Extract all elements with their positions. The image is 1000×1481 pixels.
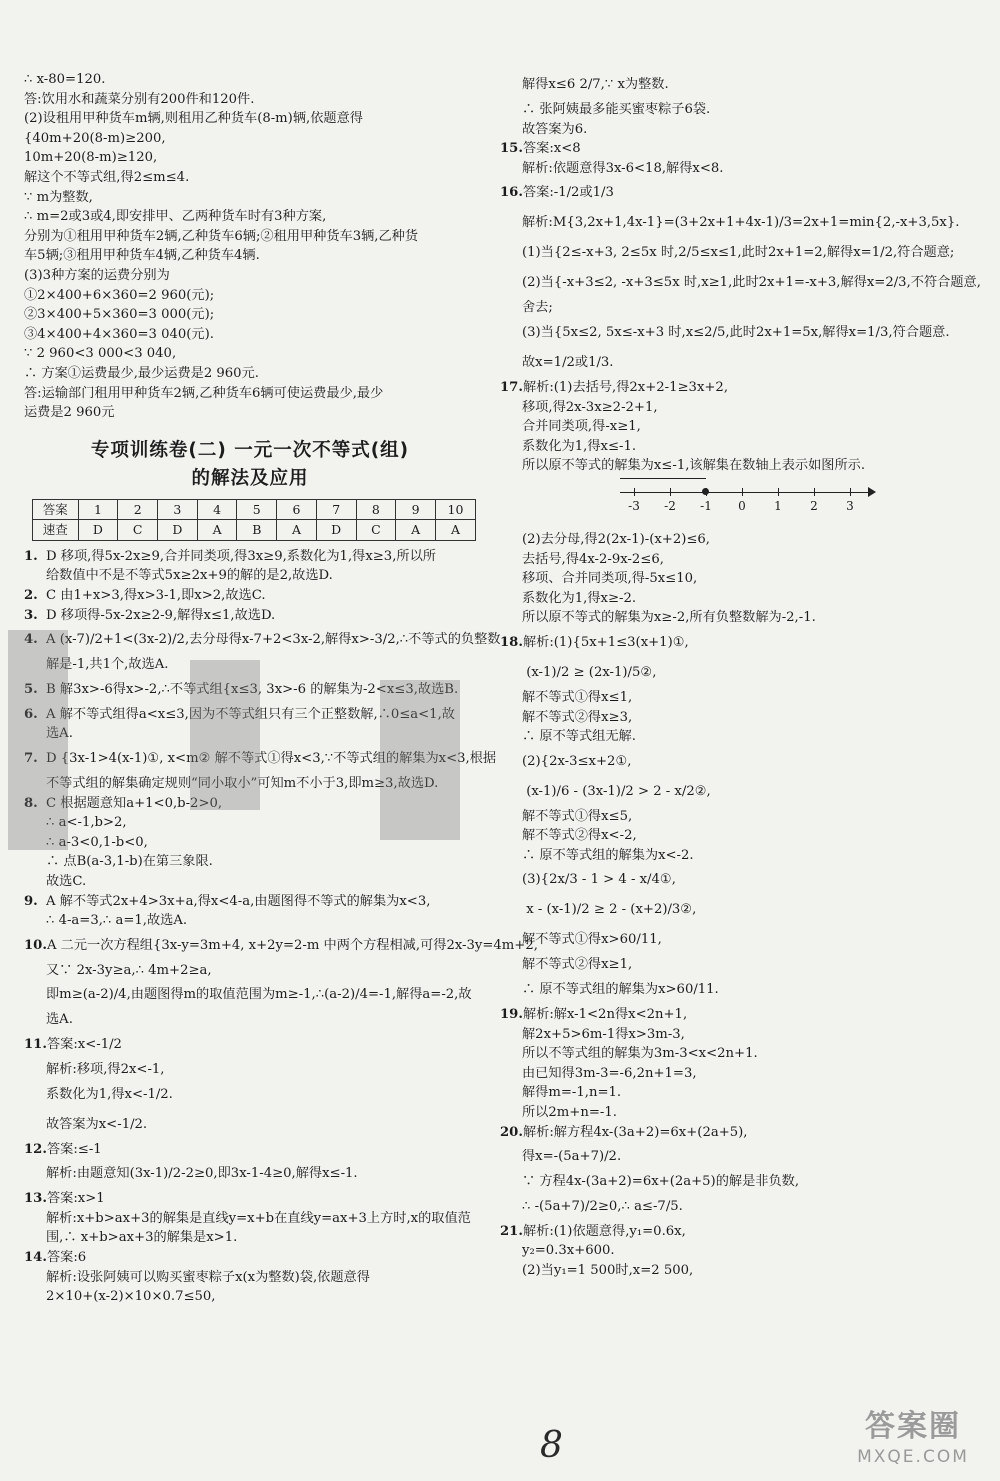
solution-line bbox=[500, 925, 970, 955]
solution-line bbox=[500, 688, 970, 708]
answer-table-answer: C bbox=[356, 520, 396, 541]
number-line-tick bbox=[814, 488, 815, 496]
solution-line bbox=[500, 139, 970, 159]
answer-table-answer: A bbox=[396, 520, 436, 541]
solution-line bbox=[500, 975, 970, 1005]
item-text: ∴ 原不等式组的解集为x>60/11. bbox=[522, 982, 719, 998]
solution-line bbox=[500, 100, 970, 120]
item-text: (2){2x-3≤x+2①, bbox=[522, 753, 632, 769]
item-text: 系数化为1,得x<-1/2. bbox=[46, 1086, 173, 1102]
item-text: ∴ 原不等式组无解. bbox=[522, 729, 636, 745]
item-text: 解不等式①得x≤1, bbox=[522, 689, 633, 705]
solution-line bbox=[24, 852, 476, 872]
item-text: 2×10+(x-2)×10×0.7≤50, bbox=[46, 1289, 216, 1305]
item-text: 解析:(1){5x+1≤3(x+1)①, bbox=[522, 634, 689, 650]
solution-line: (2)设租用甲种货车m辆,则租用乙种货车(8-m)辆,依题意得 bbox=[24, 111, 363, 127]
solution-line: ③4×400+4×360=3 040(元). bbox=[24, 326, 214, 342]
item-text: A 解不等式2x+4>3x+a,得x<4-a,由题图得不等式的解集为x<3, bbox=[46, 893, 431, 909]
item-text: 选A. bbox=[46, 1012, 73, 1028]
item-number: 1. bbox=[24, 548, 38, 564]
solution-line bbox=[24, 794, 476, 814]
item-text: 即m≥(a-2)/4,由题图得m的取值范围为m≥-1,∴(a-2)/4=-1,解得a=-2,故 bbox=[46, 987, 472, 1003]
answer-table-number: 4 bbox=[197, 499, 237, 520]
item-text: 合并同类项,得-x≥1, bbox=[522, 419, 641, 435]
watermark-line2: MXQE.COM bbox=[857, 1447, 969, 1467]
item-text: 答案:x<8 bbox=[522, 141, 581, 157]
item-text: (x-1)/2 ≥ (2x-1)/5②, bbox=[522, 664, 657, 680]
solution-line bbox=[24, 1268, 476, 1288]
section-title bbox=[24, 437, 476, 493]
item-text: 得x=-(5a+7)/2. bbox=[522, 1149, 622, 1165]
solution-line bbox=[500, 628, 970, 658]
answer-table-number: 8 bbox=[356, 499, 396, 520]
solution-line: 10m+20(8-m)≥120, bbox=[24, 150, 158, 166]
item-text: D 移项得-5x-2x≥2-9,解得x≤1,故选D. bbox=[46, 607, 276, 623]
solution-line bbox=[500, 846, 970, 866]
item-text: 所以2m+n=-1. bbox=[522, 1105, 617, 1121]
number-line-label: 2 bbox=[810, 498, 818, 513]
solution-line: ①2×400+6×360=2 960(元); bbox=[24, 287, 215, 303]
solution-line bbox=[24, 1030, 476, 1060]
item-number: 18. bbox=[500, 634, 523, 650]
solution-line bbox=[500, 159, 970, 179]
solution-line bbox=[500, 658, 970, 688]
answer-table-answer: A bbox=[435, 520, 475, 541]
solution-line bbox=[24, 892, 476, 912]
item-text: 答案:x<-1/2 bbox=[46, 1036, 122, 1052]
item-number: 17. bbox=[500, 379, 523, 395]
solution-line bbox=[500, 1044, 970, 1064]
solution-line bbox=[500, 1261, 970, 1281]
item-text: 系数化为1,得x≥-2. bbox=[522, 590, 637, 606]
solution-line bbox=[500, 417, 970, 437]
solution-line bbox=[500, 589, 970, 609]
item-text: 解析:(1)去括号,得2x+2-1≥3x+2, bbox=[522, 379, 729, 395]
solution-line bbox=[500, 1123, 970, 1143]
solution-line: ∴ 方案①运费最少,最少运费是2 960元. bbox=[24, 365, 259, 381]
solution-line: ∴ x-80=120. bbox=[24, 72, 106, 87]
item-text: 解不等式②得x≥3, bbox=[522, 709, 633, 725]
item-number: 9. bbox=[24, 893, 38, 909]
item-text: D {3x-1>4(x-1)①, x<m② 解不等式①得x<3,∵不等式组的解集为x<3,根据 bbox=[46, 751, 497, 767]
solution-line bbox=[500, 777, 970, 807]
answer-table-number: 10 bbox=[435, 499, 475, 520]
item-text: y₂=0.3x+600. bbox=[522, 1243, 615, 1259]
solution-line: (3)3种方案的运费分别为 bbox=[24, 267, 170, 283]
item-text: 解得m=-1,n=1. bbox=[522, 1085, 622, 1101]
solution-line bbox=[24, 931, 538, 961]
solution-line bbox=[500, 268, 981, 298]
solution-line bbox=[500, 298, 970, 318]
item-text: A (x-7)/2+1<(3x-2)/2,去分母得x-7+2<3x-2,解得x>-3/2,∴不等式的负整数 bbox=[46, 632, 501, 648]
solution-line bbox=[500, 1142, 970, 1172]
solution-line bbox=[500, 550, 970, 570]
solution-line bbox=[500, 456, 970, 476]
item-text: 舍去; bbox=[522, 300, 553, 316]
item-text: 解析:x+b>ax+3的解集是直线y=x+b在直线y=ax+3上方时,x的取值范 bbox=[46, 1210, 471, 1226]
solution-line: 运费是2 960元 bbox=[24, 405, 115, 421]
item-text: ∴ 4-a=3,∴ a=1,故选A. bbox=[46, 913, 188, 929]
item-text: ∴ a<-1,b>2, bbox=[46, 815, 127, 831]
answer-table-number: 5 bbox=[237, 499, 277, 520]
solution-line bbox=[500, 348, 970, 378]
item-text: (3){2x/3 - 1 > 4 - x/4①, bbox=[522, 872, 676, 888]
solution-line bbox=[500, 70, 970, 100]
answer-table-answer: A bbox=[197, 520, 237, 541]
item-text: 解2x+5>6m-1得x>3m-3, bbox=[522, 1026, 685, 1042]
solution-line bbox=[500, 238, 970, 268]
item-number: 14. bbox=[24, 1249, 47, 1265]
item-number: 12. bbox=[24, 1141, 47, 1157]
solution-line bbox=[500, 955, 970, 975]
page-number: 8 bbox=[540, 1425, 563, 1466]
item-number: 20. bbox=[500, 1124, 523, 1140]
section-title-line1: 专项训练卷(二) 一元一次不等式(组) bbox=[90, 439, 410, 461]
number-line-label: -1 bbox=[700, 498, 712, 513]
solution-line bbox=[24, 911, 476, 931]
answer-table-number: 9 bbox=[396, 499, 436, 520]
solution-line bbox=[500, 208, 970, 238]
item-text: (2)去分母,得2(2x-1)-(x+2)≤6, bbox=[522, 531, 710, 547]
item-number: 16. bbox=[500, 185, 523, 201]
solution-line bbox=[24, 1080, 476, 1110]
solution-line bbox=[500, 569, 970, 589]
item-text: 系数化为1,得x≤-1. bbox=[522, 438, 637, 454]
solution-line bbox=[500, 608, 970, 628]
item-text: C 由1+x>3,得x>3-1,即x>2,故选C. bbox=[46, 588, 266, 604]
item-text: x - (x-1)/2 ≥ 2 - (x+2)/3②, bbox=[522, 902, 697, 918]
solution-line bbox=[24, 675, 476, 705]
watermark-logo bbox=[838, 1408, 988, 1474]
item-text: 解析:解方程4x-(3a+2)=6x+(2a+5), bbox=[522, 1124, 748, 1140]
item-text: C 根据题意知a+1<0,b-2>0, bbox=[46, 795, 223, 811]
item-number: 5. bbox=[24, 681, 38, 697]
item-number: 19. bbox=[500, 1007, 523, 1023]
solution-line bbox=[500, 1064, 970, 1084]
solution-line bbox=[24, 833, 476, 853]
item-text: 解析:移项,得2x<-1, bbox=[46, 1061, 165, 1077]
answer-table-number: 3 bbox=[158, 499, 198, 520]
item-text: ∴ -(5a+7)/2≥0,∴ a≤-7/5. bbox=[522, 1198, 683, 1214]
solution-line bbox=[500, 727, 970, 747]
solution-line bbox=[500, 1103, 970, 1123]
item-text: ∴ a-3<0,1-b<0, bbox=[46, 834, 148, 850]
item-text: 解析:由题意知(3x-1)/2-2≥0,即3x-1-4≥0,解得x≤-1. bbox=[46, 1166, 358, 1182]
solution-line: ∵ 2 960<3 000<3 040, bbox=[24, 346, 177, 362]
number-line-figure bbox=[620, 480, 880, 524]
item-number: 3. bbox=[24, 607, 38, 623]
item-text: (1)当{2≤-x+3, 2≤5x 时,2/5≤x≤1,此时2x+1=2,解得x=1/2,符合题意; bbox=[522, 245, 955, 261]
solution-line bbox=[500, 1083, 970, 1103]
solution-line bbox=[24, 586, 476, 606]
item-number: 4. bbox=[24, 632, 38, 648]
solution-line bbox=[24, 625, 501, 655]
answer-table-answer: B bbox=[237, 520, 277, 541]
solution-line bbox=[24, 606, 476, 626]
solution-line bbox=[24, 744, 497, 774]
solution-line bbox=[24, 813, 476, 833]
item-text: 解不等式①得x≤5, bbox=[522, 808, 633, 824]
solution-line bbox=[24, 1159, 476, 1189]
item-text: (x-1)/6 - (3x-1)/2 > 2 - x/2②, bbox=[522, 783, 711, 799]
solution-line bbox=[500, 807, 970, 827]
solution-line bbox=[500, 437, 970, 457]
solution-line bbox=[500, 865, 970, 895]
item-text: (2)当{-x+3≤2, -x+3≤5x 时,x≥1,此时2x+1=-x+3,解得x=2/3,不符合题意, bbox=[522, 275, 981, 291]
solution-line bbox=[500, 1172, 970, 1192]
item-number: 6. bbox=[24, 706, 38, 722]
item-text: 去括号,得4x-2-9x-2≤6, bbox=[522, 551, 664, 567]
answer-table-row2-label: 速查 bbox=[33, 520, 79, 541]
solution-line bbox=[24, 961, 476, 981]
item-text: 答案:x>1 bbox=[46, 1191, 105, 1207]
solution-line bbox=[24, 1110, 476, 1140]
item-text: 给数值中不是不等式5x≥2x+9的解的是2,故选D. bbox=[46, 568, 333, 584]
answer-table-number: 2 bbox=[118, 499, 158, 520]
number-line-label: -3 bbox=[628, 498, 640, 513]
item-number: 7. bbox=[24, 751, 38, 767]
answer-table-answer: C bbox=[118, 520, 158, 541]
answer-table-answer: D bbox=[316, 520, 356, 541]
item-text: 答案:-1/2或1/3 bbox=[522, 185, 614, 201]
item-number: 21. bbox=[500, 1223, 523, 1239]
solution-line bbox=[500, 120, 970, 140]
solution-items-right bbox=[500, 70, 981, 476]
solution-line bbox=[24, 1140, 476, 1160]
item-text: ∵ 方程4x-(3a+2)=6x+(2a+5)的解是非负数, bbox=[522, 1174, 800, 1190]
item-text: 解得x≤6 2/7,∵ x为整数. bbox=[522, 77, 669, 92]
previous-solution-lines bbox=[24, 70, 476, 423]
solution-line bbox=[500, 398, 970, 418]
answer-quick-table bbox=[32, 499, 476, 541]
watermark-line1: 答案圈 bbox=[865, 1409, 961, 1444]
item-text: 解不等式①得x>60/11, bbox=[522, 932, 662, 948]
solution-line: 答:饮用水和蔬菜分别有200件和120件. bbox=[24, 91, 255, 107]
number-line-label: -2 bbox=[664, 498, 676, 513]
item-text: (3)当{5x≤2, 5x≤-x+3 时,x≤2/5,此时2x+1=5x,解得x=1/3,符合题意. bbox=[522, 324, 950, 340]
solution-line bbox=[24, 724, 476, 744]
solution-line: ∵ m为整数, bbox=[24, 189, 93, 205]
solution-line bbox=[24, 1060, 476, 1080]
item-text: 又∵ 2x-3y≥a,∴ 4m+2≥a, bbox=[46, 962, 212, 978]
solution-line bbox=[24, 872, 476, 892]
section-title-line2: 的解法及应用 bbox=[191, 467, 309, 489]
item-text: (2)当y₁=1 500时,x=2 500, bbox=[522, 1263, 694, 1278]
item-number: 2. bbox=[24, 588, 38, 604]
item-text: A 解不等式组得a<x≤3,因为不等式组只有三个正整数解,∴0≤a<1,故 bbox=[46, 706, 455, 722]
item-number: 11. bbox=[24, 1036, 47, 1052]
item-text: 故答案为x<-1/2. bbox=[46, 1116, 148, 1132]
solution-line bbox=[24, 547, 476, 567]
item-text: 所以不等式组的解集为3m-3<x<2n+1. bbox=[522, 1046, 758, 1062]
solution-line bbox=[24, 1248, 476, 1268]
item-number: 8. bbox=[24, 795, 38, 811]
item-text: 解析:设张阿姨可以购买蜜枣粽子x(x为整数)袋,依题意得 bbox=[46, 1269, 370, 1285]
item-text: 所以原不等式的解集为x≥-2,所有负整数解为-2,-1. bbox=[522, 610, 816, 626]
item-text: 故x=1/2或1/3. bbox=[522, 354, 614, 370]
item-text: D 移项,得5x-2x≥9,合并同类项,得3x≥9,系数化为1,得x≥3,所以所 bbox=[46, 548, 436, 564]
item-text: 解不等式②得x<-2, bbox=[522, 828, 637, 844]
item-text: 选A. bbox=[46, 726, 73, 742]
number-line-label: 0 bbox=[738, 498, 746, 513]
item-text: 移项,得2x-3x≥2-2+1, bbox=[522, 399, 658, 415]
solution-line bbox=[500, 378, 970, 398]
solution-line: ②3×400+5×360=3 000(元); bbox=[24, 307, 215, 323]
number-line-label: 3 bbox=[846, 498, 854, 513]
item-text: 移项、合并同类项,得-5x≤10, bbox=[522, 571, 698, 587]
item-text: ∴ 原不等式组的解集为x<-2. bbox=[522, 847, 694, 863]
solution-line: ∴ m=2或3或4,即安排甲、乙两种货车时有3种方案, bbox=[24, 209, 327, 225]
solution-line bbox=[24, 980, 476, 1010]
solution-line bbox=[500, 530, 970, 550]
item-number: 13. bbox=[24, 1191, 47, 1207]
item-text: 不等式组的解集确定规则“同小取小”可知m不小于3,即m≥3,故选D. bbox=[46, 776, 439, 792]
solution-line bbox=[24, 1189, 476, 1209]
solution-line bbox=[500, 708, 970, 728]
item-text: 解不等式②得x≥1, bbox=[522, 957, 633, 973]
item-number: 15. bbox=[500, 141, 523, 157]
solution-items-right-2 bbox=[500, 530, 970, 1281]
item-text: 答案:≤-1 bbox=[46, 1141, 102, 1157]
item-text: 故选C. bbox=[46, 874, 87, 889]
solution-line bbox=[500, 895, 970, 925]
solution-line bbox=[24, 1010, 476, 1030]
solution-line bbox=[500, 1005, 970, 1025]
item-text: 解析:M{3,2x+1,4x-1}=(3+2x+1+4x-1)/3=2x+1=min{2,-x+3,5x}. bbox=[522, 215, 960, 231]
solution-line bbox=[24, 774, 476, 794]
number-line-tick bbox=[850, 488, 851, 496]
item-text: 解析:解x-1<2n得x<2n+1, bbox=[522, 1007, 688, 1023]
item-text: 解析:依题意得3x-6<18,解得x<8. bbox=[522, 160, 724, 176]
item-text: A 二元一次方程组{3x-y=3m+4, x+2y=2-m 中两个方程相减,可得2x-3y=4m+2, bbox=[46, 937, 538, 953]
answer-table-number: 7 bbox=[316, 499, 356, 520]
solution-line: 答:运输部门租用甲种货车2辆,乙种货车6辆可使运费最少,最少 bbox=[24, 385, 384, 401]
item-text: ∴ 点B(a-3,1-b)在第三象限. bbox=[46, 854, 213, 870]
solution-line bbox=[500, 1192, 970, 1222]
solution-line bbox=[24, 1287, 476, 1307]
item-text: 故答案为6. bbox=[522, 121, 588, 137]
solution-line bbox=[500, 318, 970, 348]
solution-line bbox=[24, 655, 476, 675]
right-column bbox=[500, 70, 981, 1281]
solution-line bbox=[24, 1209, 476, 1229]
item-text: B 解3x>-6得x>-2,∴不等式组{x≤3, 3x>-6 的解集为-2<x≤3,故选B. bbox=[46, 681, 459, 697]
number-line-tick bbox=[778, 488, 779, 496]
item-text: 由已知得3m-3=-6,2n+1=3, bbox=[522, 1065, 697, 1081]
answer-table-number: 1 bbox=[78, 499, 118, 520]
answer-table-answer: D bbox=[158, 520, 198, 541]
item-text: 围,∴ x+b>ax+3的解集是x>1. bbox=[46, 1230, 238, 1246]
solution-line: 解这个不等式组,得2≤m≤4. bbox=[24, 169, 190, 185]
number-line-arrow bbox=[868, 487, 876, 497]
solution-line bbox=[24, 1228, 476, 1248]
item-number: 10. bbox=[24, 937, 47, 953]
number-line-label: 1 bbox=[774, 498, 782, 513]
item-text: 答案:6 bbox=[46, 1249, 87, 1265]
number-line-solution-ray bbox=[620, 478, 706, 493]
solution-line bbox=[24, 566, 476, 586]
answer-table-number: 6 bbox=[277, 499, 317, 520]
solution-line bbox=[500, 1222, 970, 1242]
answer-table-answer: A bbox=[277, 520, 317, 541]
solution-line bbox=[500, 1025, 970, 1045]
item-text: 解是-1,共1个,故选A. bbox=[46, 657, 169, 673]
solution-line bbox=[500, 826, 970, 846]
solution-line: 分别为①租用甲种货车2辆,乙种货车6辆;②租用甲种货车3辆,乙种货 bbox=[24, 228, 419, 244]
solution-line bbox=[500, 178, 970, 208]
solution-line: {40m+20(8-m)≥200, bbox=[24, 130, 166, 146]
answer-table-row1-label: 答案 bbox=[33, 499, 79, 520]
item-text: 所以原不等式的解集为x≤-1,该解集在数轴上表示如图所示. bbox=[522, 458, 866, 474]
solution-line: 车5辆;③租用甲种货车4辆,乙种货车4辆. bbox=[24, 248, 260, 264]
solution-line bbox=[24, 705, 476, 725]
solution-line bbox=[500, 1241, 970, 1261]
item-text: 解析:(1)依题意得,y₁=0.6x, bbox=[522, 1223, 686, 1239]
solution-line bbox=[500, 747, 970, 777]
number-line-tick bbox=[742, 488, 743, 496]
item-text: ∴ 张阿姨最多能买蜜枣粽子6袋. bbox=[522, 102, 711, 117]
answer-table-answer: D bbox=[78, 520, 118, 541]
